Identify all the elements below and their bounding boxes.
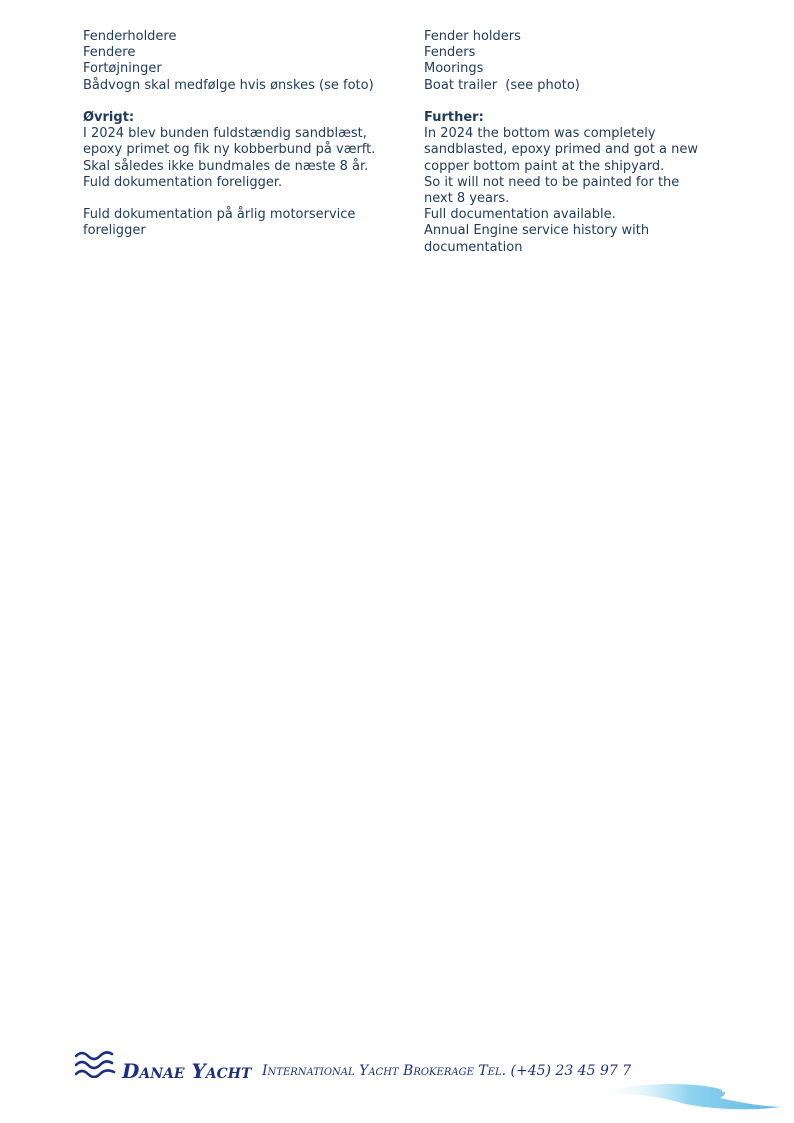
paragraph-line: So it will not need to be painted for the <box>424 174 680 190</box>
paragraph-line: Annual Engine service history with <box>424 223 650 239</box>
page-footer <box>0 1040 794 1123</box>
english-column <box>424 29 724 256</box>
paragraph-line: documentation <box>424 239 523 255</box>
spacer <box>424 94 724 110</box>
equipment-item: Fendere <box>83 45 136 61</box>
paragraph-line: Fuld dokumentation på årlig motorservice <box>83 207 356 223</box>
equipment-item: Moorings <box>424 61 484 77</box>
spacer <box>83 191 403 207</box>
equipment-item: Fenders <box>424 45 476 61</box>
equipment-item: Fender holders <box>424 29 521 44</box>
paragraph-line: Fuld dokumentation foreligger. <box>83 174 283 190</box>
footer-tagline: International Yacht Brokerage Tel. (+45) 23 45 97 7 <box>262 1063 632 1079</box>
paragraph-line: In 2024 the bottom was completely <box>424 126 656 142</box>
equipment-item: Fenderholdere <box>83 29 177 44</box>
danish-column <box>83 29 403 240</box>
section-heading: Further: <box>424 110 484 125</box>
paragraph-line: Full documentation available. <box>424 207 616 223</box>
waves-logo-icon <box>75 1048 117 1078</box>
equipment-item: Fortøjninger <box>83 61 162 77</box>
equipment-item: Boat trailer (see photo) <box>424 77 580 93</box>
paragraph-line: epoxy primet og fik ny kobberbund på værft. <box>83 142 376 158</box>
brand-name: Danae Yacht <box>122 1059 252 1083</box>
wave-swoosh-icon <box>595 1080 785 1114</box>
paragraph-line: sandblasted, epoxy primed and got a new <box>424 142 699 158</box>
paragraph-line: copper bottom paint at the shipyard. <box>424 158 665 174</box>
equipment-item: Bådvogn skal medfølge hvis ønskes (se foto) <box>83 77 374 93</box>
paragraph-line: Skal således ikke bundmales de næste 8 år. <box>83 158 369 174</box>
section-heading: Øvrigt: <box>83 110 135 125</box>
spacer <box>83 94 403 110</box>
paragraph-line: foreligger <box>83 223 146 239</box>
paragraph-line: next 8 years. <box>424 191 510 207</box>
paragraph-line: I 2024 blev bunden fuldstændig sandblæst, <box>83 126 367 142</box>
